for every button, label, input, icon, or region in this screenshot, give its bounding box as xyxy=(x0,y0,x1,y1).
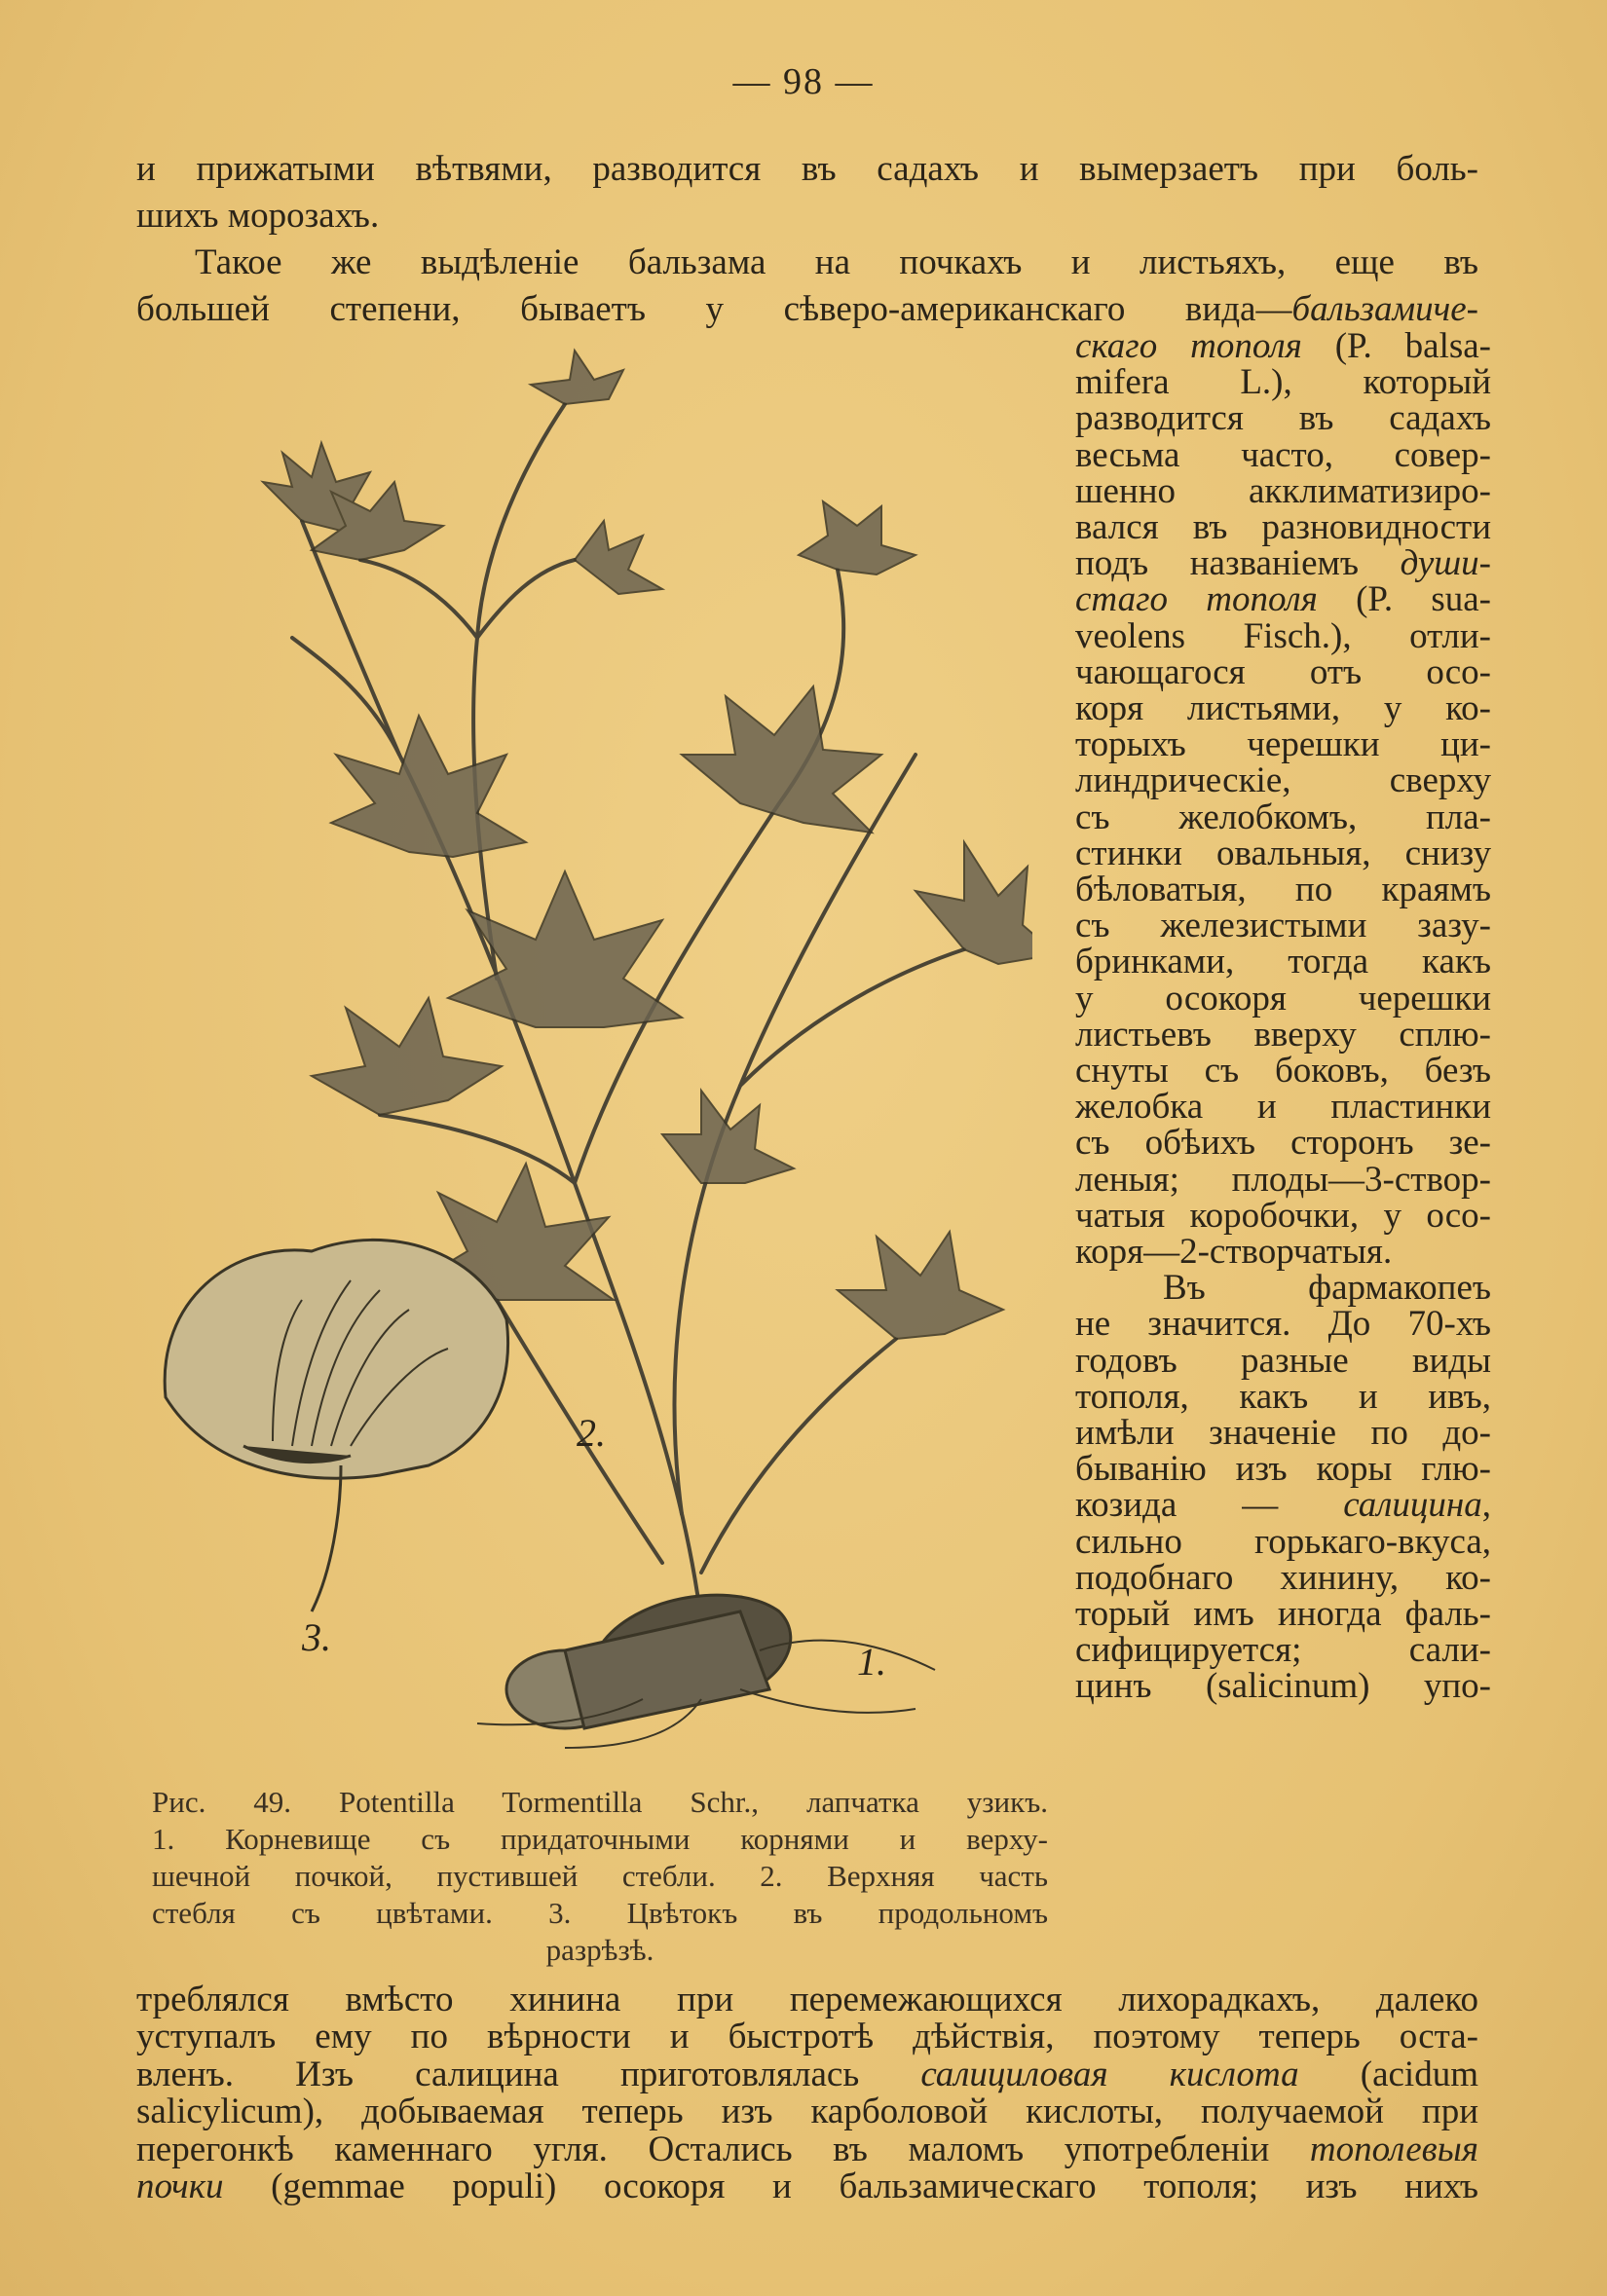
text-line: чатыя коробочки, у осо- xyxy=(1075,1196,1491,1236)
text-line: подъ названіемъ души- xyxy=(1075,543,1491,583)
text-line: перегонкѣ каменнаго угля. Остались въ маломъ употребленіи тополевыя xyxy=(136,2129,1478,2169)
text-line: вленъ. Изъ салицина приготовлялась салициловая кислота (acidum xyxy=(136,2055,1478,2094)
text-line: коря—2-створчатыя. xyxy=(1075,1232,1393,1272)
text-line: линдрическіе, сверху xyxy=(1075,760,1491,800)
text-line: тополя, какъ и ивъ, xyxy=(1075,1377,1491,1417)
text-line: съ обѣихъ сторонъ зе- xyxy=(1075,1123,1491,1163)
text-line: сифицируется; сали- xyxy=(1075,1630,1491,1670)
text-line: торый имъ иногда фаль- xyxy=(1075,1594,1491,1634)
text-line: Въ фармакопеъ xyxy=(1163,1268,1491,1308)
text-line: цинъ (salicinum) упо- xyxy=(1075,1666,1491,1706)
figure-label-2: 2. xyxy=(577,1411,606,1455)
text-line: Такое же выдѣленіе бальзама на почкахъ и листьяхъ, еще въ xyxy=(195,242,1478,282)
caption-line: разрѣзѣ. xyxy=(545,1933,654,1967)
figure-label-1: 1. xyxy=(857,1640,886,1684)
text-line: и прижатыми вѣтвями, разводится въ садахъ и вымерзаетъ при боль- xyxy=(136,149,1478,189)
text-line: скаго тополя (P. balsa- xyxy=(1075,326,1491,366)
text-line: торыхъ черешки ци- xyxy=(1075,724,1491,764)
text-line: быванію изъ коры глю- xyxy=(1075,1449,1491,1489)
text-line: veolens Fisch.), отли- xyxy=(1075,616,1491,656)
text-line: mifera L.), который xyxy=(1075,362,1491,402)
text-line: стинки овальныя, снизу xyxy=(1075,833,1491,873)
potentilla-illustration xyxy=(156,346,1032,1753)
caption-line: Рис. 49. Potentilla Tormentilla Schr., лапчатка узикъ. xyxy=(152,1785,1048,1819)
caption-line: стебля съ цвѣтами. 3. Цвѣтокъ въ продольномъ xyxy=(152,1896,1048,1930)
text-line: снуты съ боковъ, безъ xyxy=(1075,1051,1491,1091)
caption-line: шечной почкой, пустившей стебли. 2. Верхняя часть xyxy=(152,1859,1048,1893)
text-line: почки (gemmae populi) осокоря и бальзамическаго тополя; изъ нихъ xyxy=(136,2166,1478,2206)
text-line: подобнаго хинину, ко- xyxy=(1075,1558,1491,1598)
text-line: желобка и пластинки xyxy=(1075,1087,1491,1127)
text-line: вался въ разновидности xyxy=(1075,507,1491,547)
figure-caption xyxy=(152,1784,1048,1969)
flower-section xyxy=(165,1240,507,1611)
text-line: большей степени, бываетъ у сѣверо-американскаго вида—бальзамиче- xyxy=(136,289,1478,329)
figure-label-3: 3. xyxy=(302,1615,331,1659)
text-line: листьевъ вверху сплю- xyxy=(1075,1015,1491,1055)
caption-line: 1. Корневище съ придаточными корнями и верху- xyxy=(152,1822,1048,1856)
page-number: — 98 — xyxy=(732,61,875,102)
text-line: у осокоря черешки xyxy=(1075,979,1491,1018)
text-line: годовъ разные виды xyxy=(1075,1341,1491,1381)
text-line: имѣли значеніе по до- xyxy=(1075,1413,1491,1453)
text-line: стаго тополя (P. sua- xyxy=(1075,579,1491,619)
text-line: козида — салицина, xyxy=(1075,1485,1491,1525)
text-line: съ желобкомъ, пла- xyxy=(1075,797,1491,837)
text-line: сильно горькаго-вкуса, xyxy=(1075,1522,1491,1562)
text-line: salicylicum), добываемая теперь изъ карболовой кислоты, получаемой при xyxy=(136,2092,1478,2131)
text-line: шихъ морозахъ. xyxy=(136,196,380,236)
text-line: разводится въ садахъ xyxy=(1075,398,1491,438)
text-line: коря листьями, у ко- xyxy=(1075,688,1491,728)
text-line: уступалъ ему по вѣрности и быстротѣ дѣйствія, поэтому теперь оста- xyxy=(136,2017,1478,2056)
text-line: чающагося отъ осо- xyxy=(1075,652,1491,692)
text-line: бринками, тогда какъ xyxy=(1075,942,1491,981)
text-line: весьма часто, совер- xyxy=(1075,435,1491,475)
text-line: не значится. До 70-хъ xyxy=(1075,1304,1491,1344)
text-line: леныя; плоды—3-створ- xyxy=(1075,1160,1491,1200)
text-line: бѣловатыя, по краямъ xyxy=(1075,870,1491,909)
text-line: треблялся вмѣсто хинина при перемежающихся лихорадкахъ, далеко xyxy=(136,1980,1478,2019)
text-line: шенно акклиматизиро- xyxy=(1075,471,1491,511)
text-line: съ железистыми зазу- xyxy=(1075,906,1491,945)
